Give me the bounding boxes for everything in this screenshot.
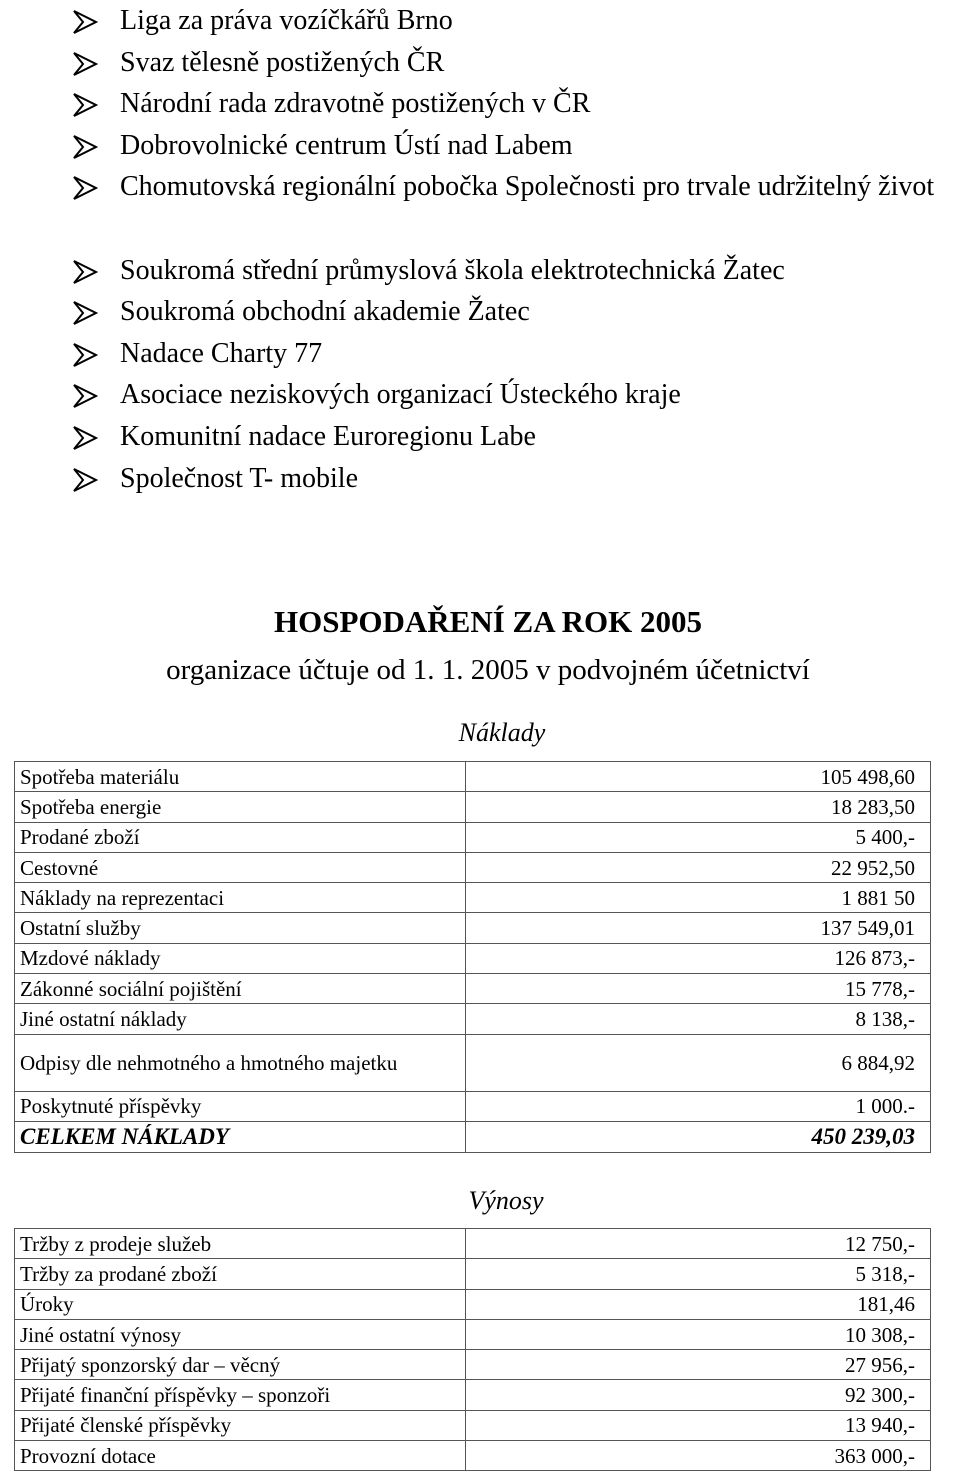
organization-name: Národní rada zdravotně postižených v ČR — [120, 88, 591, 120]
row-label: Mzdové náklady — [15, 943, 466, 973]
row-value: 137 549,01 — [466, 913, 931, 943]
list-item — [0, 83, 960, 125]
table-row — [15, 1350, 931, 1380]
list-item — [0, 250, 960, 292]
arrow-bullet-icon — [72, 467, 98, 493]
row-value: 18 283,50 — [466, 792, 931, 822]
row-label: Cestovné — [15, 852, 466, 882]
row-label: Spotřeba energie — [15, 792, 466, 822]
organization-name: Dobrovolnické centrum Ústí nad Labem — [120, 129, 573, 161]
row-label: Tržby z prodeje služeb — [15, 1229, 466, 1259]
list-item — [0, 374, 960, 416]
table-row — [15, 1289, 931, 1319]
arrow-bullet-icon — [72, 134, 98, 160]
table-row — [15, 1441, 931, 1471]
organization-name: Asociace neziskových organizací Ústeckého kraje — [120, 379, 681, 411]
row-label: Ostatní služby — [15, 913, 466, 943]
organization-name: Nadace Charty 77 — [120, 337, 323, 369]
row-value: 5 400,- — [466, 822, 931, 852]
list-item — [0, 0, 960, 42]
row-value: 105 498,60 — [466, 762, 931, 792]
row-label: Tržby za prodané zboží — [15, 1259, 466, 1289]
list-item — [0, 333, 960, 375]
row-value: 363 000,- — [466, 1441, 931, 1471]
row-label: Odpisy dle nehmotného a hmotného majetku — [15, 1034, 466, 1091]
table-row — [15, 883, 931, 913]
table-row — [15, 852, 931, 882]
row-label: Úroky — [15, 1289, 466, 1319]
table-row — [15, 1319, 931, 1349]
row-value: 27 956,- — [466, 1350, 931, 1380]
row-value: 5 318,- — [466, 1259, 931, 1289]
table-row — [15, 1034, 931, 1091]
list-item — [0, 42, 960, 84]
total-value: 450 239,03 — [466, 1121, 931, 1152]
table-row — [15, 792, 931, 822]
row-value: 22 952,50 — [466, 852, 931, 882]
arrow-bullet-icon — [72, 259, 98, 285]
table-row — [15, 1410, 931, 1440]
arrow-bullet-icon — [72, 9, 98, 35]
table-row — [15, 1259, 931, 1289]
row-label: Náklady na reprezentaci — [15, 883, 466, 913]
row-value: 15 778,- — [466, 974, 931, 1004]
row-value: 6 884,92 — [466, 1034, 931, 1091]
organization-name: Soukromá střední průmyslová škola elektrotechnická Žatec — [120, 254, 785, 286]
list-item — [0, 291, 960, 333]
row-label: Spotřeba materiálu — [15, 762, 466, 792]
table-row — [15, 822, 931, 852]
row-value: 92 300,- — [466, 1380, 931, 1410]
arrow-bullet-icon — [72, 300, 98, 326]
row-label: Jiné ostatní výnosy — [15, 1319, 466, 1349]
organization-name: Svaz tělesně postižených ČR — [120, 46, 445, 78]
row-label: Přijaté členské příspěvky — [15, 1410, 466, 1440]
row-value: 1 000.- — [466, 1091, 931, 1121]
costs-section-title: Náklady — [458, 718, 546, 747]
arrow-bullet-icon — [72, 425, 98, 451]
list-item — [0, 458, 960, 500]
revenues-section-title: Výnosy — [468, 1186, 544, 1215]
table-row — [15, 1229, 931, 1259]
row-label: Přijatý sponzorský dar – věcný — [15, 1350, 466, 1380]
row-value: 12 750,- — [466, 1229, 931, 1259]
table-row — [15, 1380, 931, 1410]
organization-name: Společnost T- mobile — [120, 462, 358, 494]
row-value: 10 308,- — [466, 1319, 931, 1349]
page-subtitle: organizace účtuje od 1. 1. 2005 v podvojném účetnictví — [166, 654, 810, 686]
organizations-list — [0, 0, 960, 499]
row-value: 1 881 50 — [466, 883, 931, 913]
revenues-table — [14, 1228, 931, 1471]
costs-table — [14, 761, 931, 1153]
total-row — [15, 1121, 931, 1152]
organization-name: Soukromá obchodní akademie Žatec — [120, 296, 530, 328]
organization-name: Liga za práva vozíčkářů Brno — [120, 5, 453, 36]
list-item — [0, 125, 960, 167]
row-label: Jiné ostatní náklady — [15, 1004, 466, 1034]
table-row — [15, 943, 931, 973]
table-row — [15, 1091, 931, 1121]
row-value: 8 138,- — [466, 1004, 931, 1034]
organization-name: Komunitní nadace Euroregionu Labe — [120, 420, 536, 452]
arrow-bullet-icon — [72, 383, 98, 409]
table-row — [15, 1004, 931, 1034]
total-label: CELKEM NÁKLADY — [15, 1121, 466, 1152]
arrow-bullet-icon — [72, 51, 98, 77]
row-value: 181,46 — [466, 1289, 931, 1319]
page-title: HOSPODAŘENÍ ZA ROK 2005 — [273, 604, 703, 639]
table-row — [15, 762, 931, 792]
list-item — [0, 416, 960, 458]
organization-name: Chomutovská regionální pobočka Společnosti pro trvale udržitelný život — [120, 171, 935, 203]
row-value: 13 940,- — [466, 1410, 931, 1440]
arrow-bullet-icon — [72, 175, 98, 201]
row-label: Poskytnuté příspěvky — [15, 1091, 466, 1121]
row-label: Prodané zboží — [15, 822, 466, 852]
row-label: Provozní dotace — [15, 1441, 466, 1471]
row-label: Zákonné sociální pojištění — [15, 974, 466, 1004]
arrow-bullet-icon — [72, 342, 98, 368]
table-row — [15, 913, 931, 943]
arrow-bullet-icon — [72, 92, 98, 118]
list-item — [0, 166, 960, 249]
row-label: Přijaté finanční příspěvky – sponzoři — [15, 1380, 466, 1410]
table-row — [15, 974, 931, 1004]
row-value: 126 873,- — [466, 943, 931, 973]
